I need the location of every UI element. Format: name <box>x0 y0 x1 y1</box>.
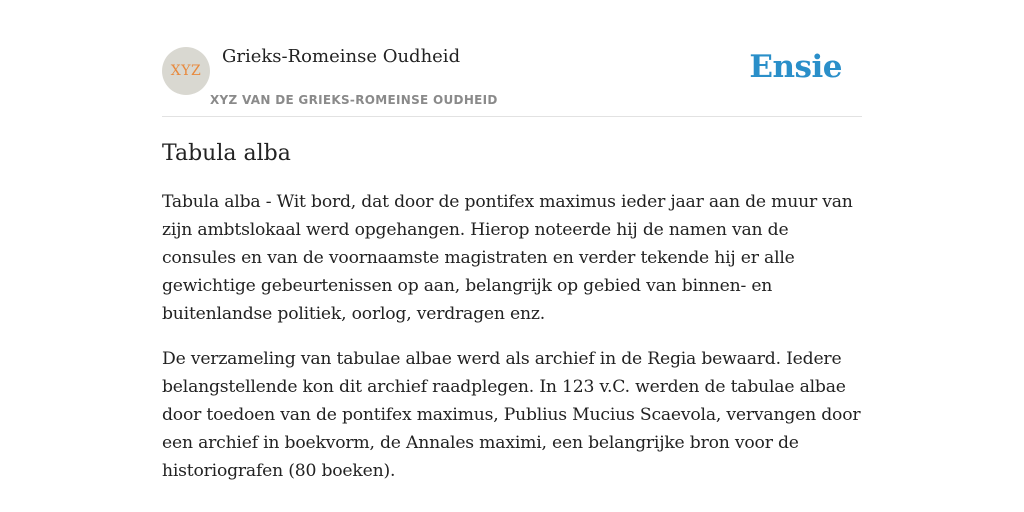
entry-paragraph: De verzameling van tabulae albae werd als archief in de Regia bewaard. Iedere belangstellende kon dit archief raadplegen. In 123 v.C. werden de tabulae albae door toedoen van de pontifex maximus, Publius Mucius Scaevola, vervangen door een archief in boekvorm, de Annales maximi, een belangrijke bron voor de historiografen (80 boeken). <box>162 349 861 481</box>
entry-paragraph: Tabula alba - Wit bord, dat door de pontifex maximus ieder jaar aan de muur van zijn ambtslokaal werd opgehangen. Hierop noteerde hij de namen van de consules en van de voornaamste magistraten en verder tekende hij er alle gewichtige gebeurtenissen op aan, belangrijk op gebied van binnen- en buitenlandse politiek, oorlog, verdragen enz. <box>162 192 853 324</box>
source-subtitle: XYZ VAN DE GRIEKS-ROMEINSE OUDHEID <box>210 93 498 107</box>
source-title-link[interactable]: Grieks-Romeinse Oudheid <box>222 46 461 67</box>
entry-title: Tabula alba <box>162 141 291 166</box>
avatar[interactable] <box>162 47 210 95</box>
header <box>162 40 862 117</box>
avatar-text: XYZ <box>170 63 202 79</box>
ensie-logo[interactable]: Ensie <box>749 49 842 85</box>
entry-content <box>162 138 862 502</box>
